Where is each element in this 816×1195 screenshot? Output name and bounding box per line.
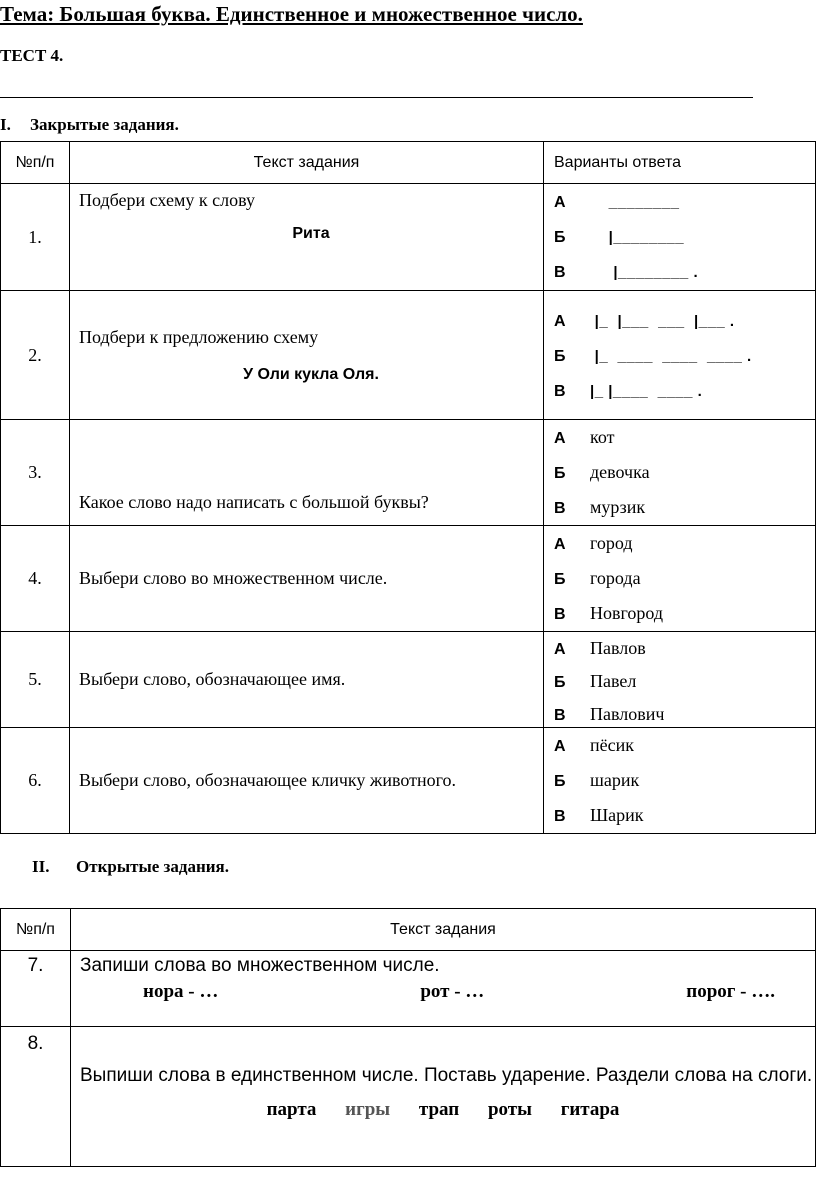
option-letter: В xyxy=(554,382,566,400)
option-letter: В xyxy=(554,500,566,517)
option-letter: Б xyxy=(554,773,566,790)
option-letter: А xyxy=(554,194,566,211)
answer-option[interactable] xyxy=(544,728,815,763)
header-answers: Варианты ответа xyxy=(544,142,816,184)
option-letter: Б xyxy=(554,229,566,246)
option-text: девочка xyxy=(590,462,650,482)
word-item: трап xyxy=(418,1099,460,1120)
section-number: II. xyxy=(32,857,50,876)
task-number: 8. xyxy=(1,1027,71,1167)
option-text: кот xyxy=(590,427,615,447)
task-number: 3. xyxy=(1,420,70,526)
section-open-heading xyxy=(32,857,229,877)
word-item: нора - … xyxy=(143,981,219,1002)
option-scheme: ________ xyxy=(590,194,680,211)
word-item: парта xyxy=(266,1099,317,1120)
task-text: Запиши слова во множественном числе. xyxy=(80,955,440,976)
open-tasks-table xyxy=(0,908,816,1167)
option-text: Павлов xyxy=(590,638,646,658)
word-item: роты xyxy=(487,1099,532,1120)
table-row xyxy=(1,420,816,526)
table-row xyxy=(1,728,816,834)
answer-option[interactable] xyxy=(544,373,815,408)
option-letter: В xyxy=(554,606,566,623)
answer-option[interactable] xyxy=(544,184,815,219)
option-letter: Б xyxy=(554,465,566,482)
section-closed-heading xyxy=(0,115,179,135)
answer-option[interactable] xyxy=(544,490,815,525)
header-num: №п/п xyxy=(1,142,70,184)
task-number: 1. xyxy=(1,184,70,291)
word-item: игры xyxy=(345,1099,391,1120)
option-scheme: |________ . xyxy=(590,264,699,281)
answer-option[interactable] xyxy=(544,420,815,455)
table-row xyxy=(1,526,816,632)
option-text: Новгород xyxy=(590,603,664,623)
task-word: Рита xyxy=(292,225,330,242)
task-text: Выпиши слова в единственном числе. Поставь ударение. Раздели слова на слоги. xyxy=(80,1065,813,1086)
word-item: гитара xyxy=(560,1099,620,1120)
task-number: 7. xyxy=(1,951,71,1027)
answer-option[interactable] xyxy=(544,254,815,289)
answer-option[interactable] xyxy=(544,526,815,561)
header-text: Текст задания xyxy=(71,909,816,951)
header-text: Текст задания xyxy=(70,142,544,184)
section-label: Закрытые задания. xyxy=(30,115,179,134)
option-letter: А xyxy=(554,641,566,658)
option-letter: А xyxy=(554,536,566,553)
task-number: 2. xyxy=(1,291,70,420)
task-text: Какое слово надо написать с большой буквы? xyxy=(70,420,544,526)
option-text: шарик xyxy=(590,770,640,790)
option-letter: В xyxy=(554,808,566,825)
divider-line xyxy=(0,97,753,98)
option-letter: В xyxy=(554,707,566,724)
task-text: Подбери схему к слову xyxy=(79,190,255,210)
answer-option[interactable] xyxy=(544,763,815,798)
word-item: порог - …. xyxy=(686,981,775,1002)
table-header-row xyxy=(1,142,816,184)
option-scheme: |_ |___ ___ |___ . xyxy=(590,312,735,330)
option-letter: А xyxy=(554,738,566,755)
task-text: Выбери слово во множественном числе. xyxy=(70,526,544,632)
task-sentence: У Оли кукла Оля. xyxy=(243,365,379,383)
table-row xyxy=(1,632,816,728)
answer-option[interactable] xyxy=(544,798,815,833)
option-text: Шарик xyxy=(590,805,644,825)
task-number: 4. xyxy=(1,526,70,632)
page-title: Тема: Большая буква. Единственное и множественное число. xyxy=(0,2,583,26)
answer-option[interactable] xyxy=(544,455,815,490)
option-scheme: |________ xyxy=(590,229,685,246)
answer-option[interactable] xyxy=(544,219,815,254)
option-text: мурзик xyxy=(590,497,646,517)
option-text: Павлович xyxy=(590,704,665,724)
task-text: Выбери слово, обозначающее имя. xyxy=(70,632,544,728)
answer-option[interactable] xyxy=(544,561,815,596)
table-row xyxy=(1,184,816,291)
table-header-row xyxy=(1,909,816,951)
option-text: город xyxy=(590,533,633,553)
task-text: Выбери слово, обозначающее кличку животного. xyxy=(70,728,544,834)
option-text: города xyxy=(590,568,641,588)
answer-option[interactable] xyxy=(544,338,815,373)
task-words xyxy=(71,1099,815,1121)
closed-tasks-table xyxy=(0,141,816,834)
option-scheme: |_ ____ ____ ____ . xyxy=(590,347,752,365)
word-item: рот - … xyxy=(420,981,485,1002)
option-letter: А xyxy=(554,430,566,447)
option-letter: Б xyxy=(554,347,566,365)
answer-option[interactable] xyxy=(544,665,815,698)
answer-option[interactable] xyxy=(544,596,815,631)
header-num: №п/п xyxy=(1,909,71,951)
task-words xyxy=(71,977,815,1003)
option-letter: Б xyxy=(554,674,566,691)
task-text: Подбери к предложению схему xyxy=(79,326,319,347)
answer-option[interactable] xyxy=(544,303,815,338)
task-number: 6. xyxy=(1,728,70,834)
table-row xyxy=(1,951,816,1027)
table-row xyxy=(1,291,816,420)
answer-option[interactable] xyxy=(544,698,815,727)
test-label: ТЕСТ 4. xyxy=(0,46,64,65)
option-text: пёсик xyxy=(590,735,634,755)
table-row xyxy=(1,1027,816,1167)
answer-option[interactable] xyxy=(544,632,815,665)
option-letter: Б xyxy=(554,571,566,588)
option-scheme: |_ |____ ____ . xyxy=(590,382,703,400)
option-letter: А xyxy=(554,312,566,330)
option-letter: В xyxy=(554,264,566,281)
section-number: I. xyxy=(0,115,11,134)
task-number: 5. xyxy=(1,632,70,728)
option-text: Павел xyxy=(590,671,637,691)
section-label: Открытые задания. xyxy=(76,857,229,876)
